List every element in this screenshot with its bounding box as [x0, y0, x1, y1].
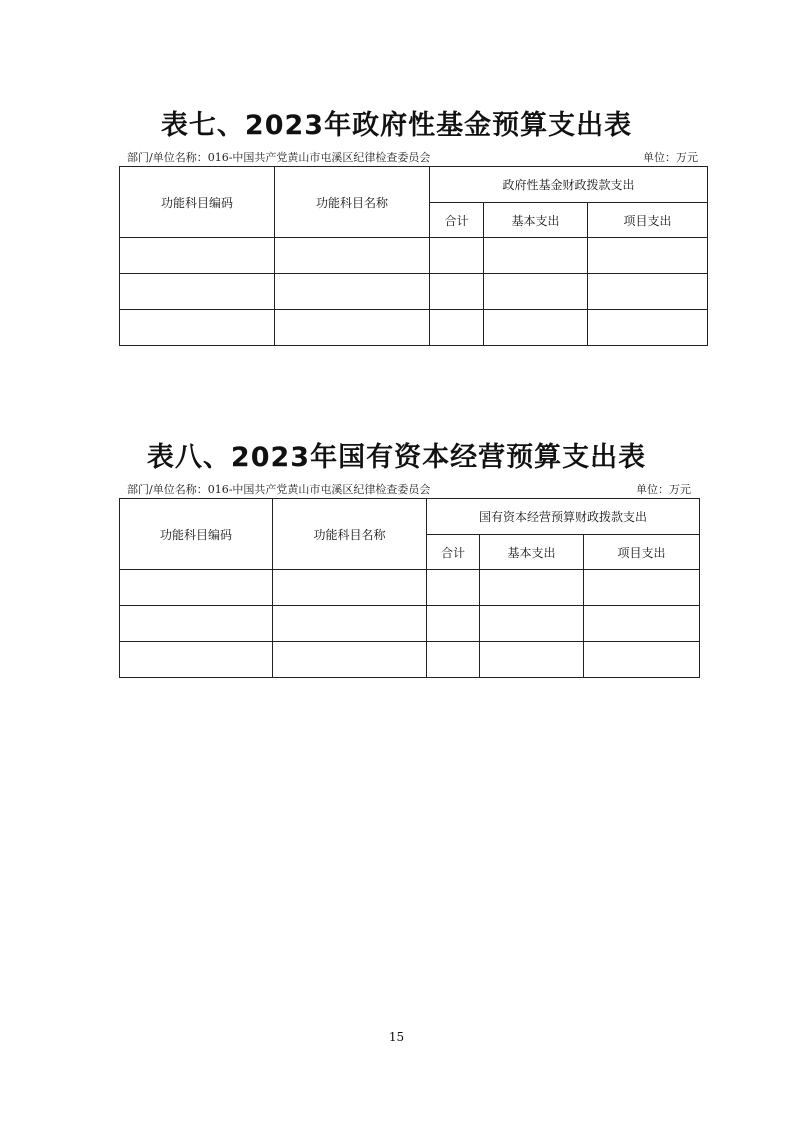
- table-cell: [480, 570, 584, 606]
- table-cell: [430, 274, 484, 310]
- table-row: [120, 238, 708, 274]
- table-cell: [120, 606, 273, 642]
- table-row: [120, 606, 700, 642]
- table-cell: [484, 310, 588, 346]
- table7-header-project: 项目支出: [588, 203, 708, 238]
- table8-header-basic: 基本支出: [480, 535, 584, 570]
- table-cell: [588, 310, 708, 346]
- table-cell: [120, 238, 275, 274]
- table-row: [120, 642, 700, 678]
- table7-unit: 单位：万元: [643, 151, 698, 164]
- table8-department: 部门/单位名称：016-中国共产党黄山市屯溪区纪律检查委员会: [127, 483, 431, 496]
- table-cell: [120, 310, 275, 346]
- table8-unit: 单位：万元: [636, 483, 691, 496]
- page-number: 15: [388, 1030, 405, 1044]
- table-cell: [484, 238, 588, 274]
- table-cell: [584, 606, 700, 642]
- table-cell: [588, 238, 708, 274]
- table-row: [120, 570, 700, 606]
- table-cell: [584, 642, 700, 678]
- table8-meta: [127, 481, 691, 495]
- table7-department: 部门/单位名称：016-中国共产党黄山市屯溪区纪律检查委员会: [127, 151, 431, 164]
- table7-header-name: 功能科目名称: [275, 167, 430, 238]
- table-row: [120, 274, 708, 310]
- table-cell: [484, 274, 588, 310]
- table-cell: [584, 570, 700, 606]
- table7-header-basic: 基本支出: [484, 203, 588, 238]
- table8-header-group: 国有资本经营预算财政拨款支出: [427, 499, 700, 535]
- table-cell: [120, 274, 275, 310]
- table-row: [120, 310, 708, 346]
- table-cell: [275, 238, 430, 274]
- table-cell: [480, 606, 584, 642]
- table-cell: [120, 570, 273, 606]
- table-cell: [275, 310, 430, 346]
- table7-meta: [127, 149, 698, 163]
- table-cell: [588, 274, 708, 310]
- table8: [119, 498, 700, 678]
- table7: [119, 166, 708, 346]
- table-cell: [427, 606, 480, 642]
- table7-header-total: 合计: [430, 203, 484, 238]
- table-cell: [427, 570, 480, 606]
- table7-header-code: 功能科目编码: [120, 167, 275, 238]
- table-cell: [273, 606, 427, 642]
- table-cell: [430, 310, 484, 346]
- table-cell: [427, 642, 480, 678]
- table8-header-name: 功能科目名称: [273, 499, 427, 570]
- table7-title: 表七、2023年政府性基金预算支出表: [160, 110, 633, 141]
- table-cell: [273, 642, 427, 678]
- table8-header-code: 功能科目编码: [120, 499, 273, 570]
- table8-header-project: 项目支出: [584, 535, 700, 570]
- table-cell: [480, 642, 584, 678]
- table8-title: 表八、2023年国有资本经营预算支出表: [146, 442, 647, 473]
- table-cell: [273, 570, 427, 606]
- table7-header-group: 政府性基金财政拨款支出: [430, 167, 708, 203]
- table-cell: [275, 274, 430, 310]
- table8-header-total: 合计: [427, 535, 480, 570]
- table-cell: [120, 642, 273, 678]
- table-cell: [430, 238, 484, 274]
